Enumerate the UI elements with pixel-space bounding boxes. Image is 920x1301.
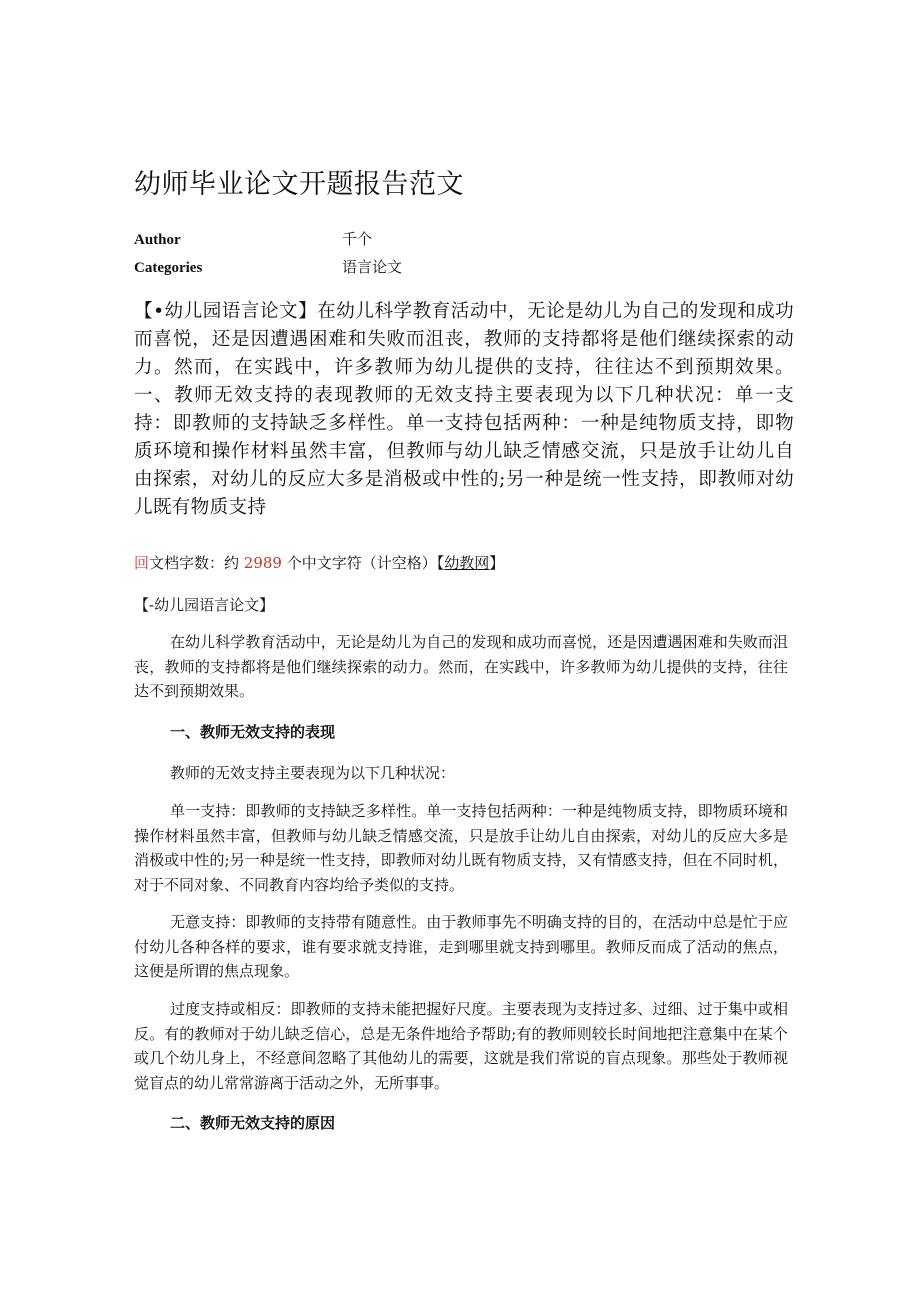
- body-paragraph-types: 教师的无效支持主要表现为以下几种状况：: [170, 764, 456, 782]
- body-paragraph-single-support: 单一支持：即教师的支持缺乏多样性。单一支持包括两种：一种是纯物质支持，即物质环境和操作材料虽然丰富，但教师与幼儿缺乏情感交流，只是放手让幼儿自由探索，对幼儿的反应大多是消极或中性的;另一种是统一性支持，即教师对幼儿既有物质支持，又有情感支持，但在不同时机，对于不同对象、不同教育内容均给予类似的支持。: [134, 802, 788, 894]
- summary-paragraph: 【•幼儿园语言论文】在幼儿科学教育活动中，无论是幼儿为自己的发现和成功而喜悦，还是因遭遇困难和失败而沮丧，教师的支持都将是他们继续探索的动力。然而，在实践中，许多教师为幼儿提供的支持，往往达不到预期效果。一、教师无效支持的表现教师的无效支持主要表现为以下几种状况：单一支持：即教师的支持缺乏多样性。单一支持包括两种：一种是纯物质支持，即物质环境和操作材料虽然丰富，但教师与幼儿缺乏情感交流，只是放手让幼儿自由探索，对幼儿的反应大多是消极或中性的;另一种是统一性支持，即教师对幼儿既有物质支持: [134, 301, 794, 518]
- word-count-suffix: 个中文字符（计空格）【: [281, 554, 445, 572]
- word-count-prefix: 文档字数：约: [149, 554, 244, 572]
- meta-categories-value: 语言论文: [342, 258, 403, 276]
- meta-categories-key: Categories: [134, 260, 203, 276]
- section-heading-1: 一、教师无效支持的表现: [170, 723, 336, 741]
- body-paragraph-unintended-support: 无意支持：即教师的支持带有随意性。由于教师事先不明确支持的目的，在活动中总是忙于应付幼儿各种各样的要求，谁有要求就支持谁，走到哪里就支持到哪里。教师反而成了活动的焦点，这便是所谓的焦点现象。: [134, 913, 788, 980]
- word-count-number: 2989: [243, 554, 282, 572]
- word-count-line: [134, 552, 504, 573]
- category-tag: 【-幼儿园语言论文】: [134, 596, 275, 614]
- source-site-link[interactable]: 幼教网: [444, 554, 490, 572]
- document-icon: 回: [134, 554, 150, 572]
- body-paragraph-intro: 在幼儿科学教育活动中，无论是幼儿为自己的发现和成功而喜悦，还是因遭遇困难和失败而沮丧，教师的支持都将是他们继续探索的动力。然而，在实践中，许多教师为幼儿提供的支持，往往达不到预期效果。: [134, 633, 788, 700]
- page-title: 幼师毕业论文开题报告范文: [134, 169, 464, 200]
- meta-author-row: [134, 228, 372, 249]
- word-count-close: 】: [489, 554, 505, 572]
- meta-categories-row: [134, 256, 402, 277]
- section-heading-2: 二、教师无效支持的原因: [170, 1114, 336, 1132]
- meta-author-value: 千个: [342, 230, 373, 248]
- meta-author-key: Author: [134, 232, 181, 248]
- body-paragraph-excessive-support: 过度支持或相反：即教师的支持未能把握好尺度。主要表现为支持过多、过细、过于集中或相反。有的教师对于幼儿缺乏信心，总是无条件地给予帮助;有的教师则较长时间地把注意集中在某个或几个幼儿身上，不经意间忽略了其他幼儿的需要，这就是我们常说的盲点现象。那些处于教师视觉盲点的幼儿常常游离于活动之外，无所事事。: [134, 1000, 788, 1092]
